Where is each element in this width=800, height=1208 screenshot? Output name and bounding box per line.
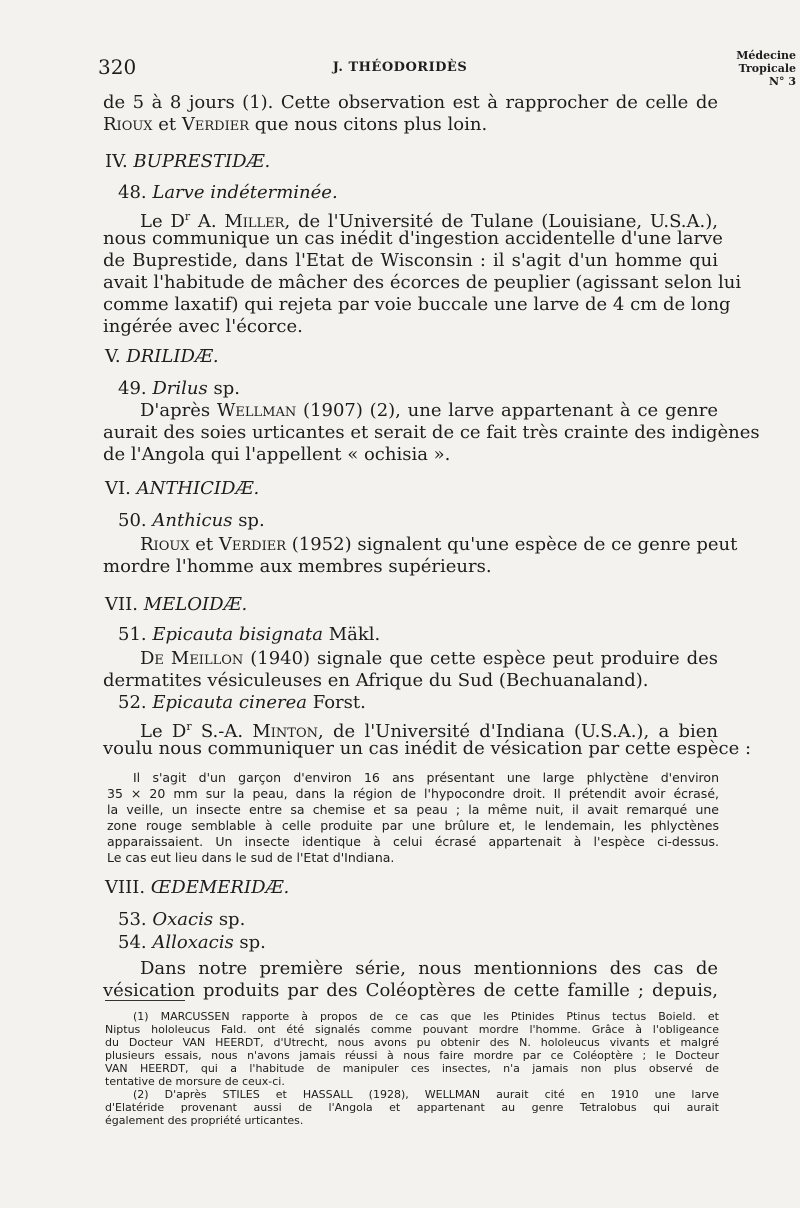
section-family-name: MELOIDÆ. [143,594,248,615]
body-line: dermatites vésiculeuses en Afrique du Sud (Bechuanaland). [103,670,649,691]
body-line: Dans notre première série, nous mentionnions des cas de [140,958,718,979]
entry-suffix: sp. [232,510,265,531]
entry-number: 51. [118,624,147,645]
entry-name: Alloxacis [152,932,234,953]
entry-heading [118,692,366,714]
section-family-name: ŒDEMERIDÆ. [150,877,290,898]
entry-suffix: Mäkl. [322,624,381,645]
footnote-line: d'Elatéride provenant aussi de l'Angola et appartenant au genre Tetralobus qui aurait [105,1101,719,1114]
footnote-line: également des propriété urticantes. [105,1114,304,1127]
section-heading [105,877,289,899]
footnote-line: VAN HEERDT, qui a l'habitude de manipuler ces insectes, n'a jamais non plus observé de [105,1062,719,1075]
entry-suffix: Forst. [306,692,366,713]
journal-tag-line-1: Médecine [736,49,796,62]
journal-tag-line-2: Tropicale [738,62,796,75]
footnote-line: plusieurs essais, nous n'avons jamais réussi à nous faire mordre par ce Coléoptère ; le Docteur [105,1049,719,1062]
quoted-case-line: apparaissaient. Un insecte identique à celui écrasé appartenait à l'espèce ci-dessus. [107,834,719,849]
section-number: VII. [105,594,138,615]
text-run: Le D [140,211,185,232]
entry-name: Anthicus [152,510,233,531]
entry-name: Epicauta bisignata [152,624,323,645]
superscript: r [184,210,191,223]
entry-suffix: sp. [207,378,240,399]
entry-name: Drilus [152,378,208,399]
body-line: de Buprestide, dans l'Etat de Wisconsin : il s'agit d'un homme qui [103,250,718,271]
text-run: (1907) (2), une larve appartenant à ce genre [296,400,718,421]
body-line: nous communique un cas inédit d'ingestion accidentelle d'une larve [103,228,723,249]
section-number: VI. [105,478,131,499]
body-line: comme laxatif) qui rejeta par voie buccale une larve de 4 cm de long [103,294,731,315]
entry-heading [118,378,240,400]
section-family-name: ANTHICIDÆ. [136,478,260,499]
body-line: vésication produits par des Coléoptères de cette famille ; depuis, [103,980,718,1001]
quoted-case-line: Le cas eut lieu dans le sud de l'Etat d'Indiana. [107,850,395,865]
entry-heading [118,909,245,931]
superscript: r [186,720,192,733]
text-run: et [189,534,219,555]
text-run: et [152,114,182,135]
footnote-line: tentative de morsure de ceux-ci. [105,1075,285,1088]
body-line [140,648,718,670]
footnote-line: (1) MARCUSSEN rapporte à propos de ce cas que les Ptinides Ptinus tectus Boield. et [133,1010,719,1023]
section-heading [105,346,219,368]
body-line: aurait des soies urticantes et serait de ce fait très crainte des indigènes [103,422,760,443]
footnote-rule [105,1000,185,1001]
entry-number: 49. [118,378,147,399]
author-name: Miller [224,211,285,232]
quoted-case-line: Il s'agit d'un garçon d'environ 16 ans présentant une large phlyctène d'environ [133,770,719,785]
body-line [140,534,738,556]
text-run: (1952) signalent qu'une espèce de ce genre peut [286,534,738,555]
section-number: V. [105,346,121,367]
footnote-line: (2) D'après STILES et HASSALL (1928), WELLMAN aurait cité en 1910 une larve [133,1088,719,1101]
text-run: D'après [140,400,217,421]
author-name: Rioux [140,534,190,555]
page-number: 320 [98,55,137,79]
entry-number: 53. [118,909,147,930]
quoted-case-line: zone rouge semblable à celle produite par une brûlure et, le lendemain, les phlyctènes [107,818,719,833]
entry-name: Larve indéterminée. [152,182,338,203]
author-name: Wellman [216,400,297,421]
entry-heading [118,182,338,204]
entry-heading [118,932,266,954]
section-heading [105,478,259,500]
entry-suffix: sp. [233,932,266,953]
author-name: Verdier [181,114,250,135]
body-line: voulu nous communiquer un cas inédit de vésication par cette espèce : [103,738,752,759]
entry-number: 50. [118,510,147,531]
footnote-line: Niptus hololeucus Fald. ont été signalés comme pouvant mordre l'homme. Grâce à l'obligeance [105,1023,719,1036]
section-family-name: DRILIDÆ. [126,346,219,367]
entry-heading [118,510,265,532]
running-head-author: J. THÉODORIDÈS [332,60,468,75]
journal-tag-line-3: N° 3 [768,75,796,88]
text-run: (1940) signale que cette espèce peut produire des [243,648,718,669]
section-family-name: BUPRESTIDÆ. [133,151,271,172]
body-line: de 5 à 8 jours (1). Cette observation est à rapprocher de celle de [103,92,718,113]
body-line: ingérée avec l'écorce. [103,316,303,337]
author-name: Minton [252,721,318,742]
body-line: de l'Angola qui l'appellent « ochisia ». [103,444,451,465]
section-number: IV. [105,151,128,172]
body-line: avait l'habitude de mâcher des écorces de peuplier (agissant selon lui [103,272,742,293]
entry-name: Epicauta cinerea [152,692,307,713]
text-run: , de l'Université de Tulane (Louisiane, U.S.A.), [284,211,718,232]
author-name: Verdier [218,534,287,555]
text-run: , de l'Université d'Indiana (U.S.A.), a bien [318,721,718,742]
body-line: mordre l'homme aux membres supérieurs. [103,556,492,577]
section-heading [105,151,270,173]
text-run: A. [190,211,225,232]
entry-suffix: sp. [213,909,246,930]
entry-name: Oxacis [152,909,214,930]
text-run: que nous citons plus loin. [249,114,488,135]
body-line [103,114,718,136]
journal-tag [726,49,796,88]
footnote-line: du Docteur VAN HEERDT, d'Utrecht, nous avons pu obtenir des N. hololeucus vivants et malgré [105,1036,719,1049]
entry-number: 48. [118,182,147,203]
quoted-case-line: 35 × 20 mm sur la peau, dans la région de l'hypocondre droit. Il prétendit avoir écrasé, [107,786,719,801]
entry-number: 54. [118,932,147,953]
author-name: Rioux [103,114,153,135]
text-run: Le D [140,721,187,742]
body-line [140,400,718,422]
entry-heading [118,624,380,646]
entry-number: 52. [118,692,147,713]
text-run: S.-A. [191,721,253,742]
section-number: VIII. [105,877,146,898]
section-heading [105,594,247,616]
author-name: De Meillon [140,648,244,669]
quoted-case-line: la veille, un insecte entre sa chemise et sa peau ; la même nuit, il avait remarqué une [107,802,719,817]
